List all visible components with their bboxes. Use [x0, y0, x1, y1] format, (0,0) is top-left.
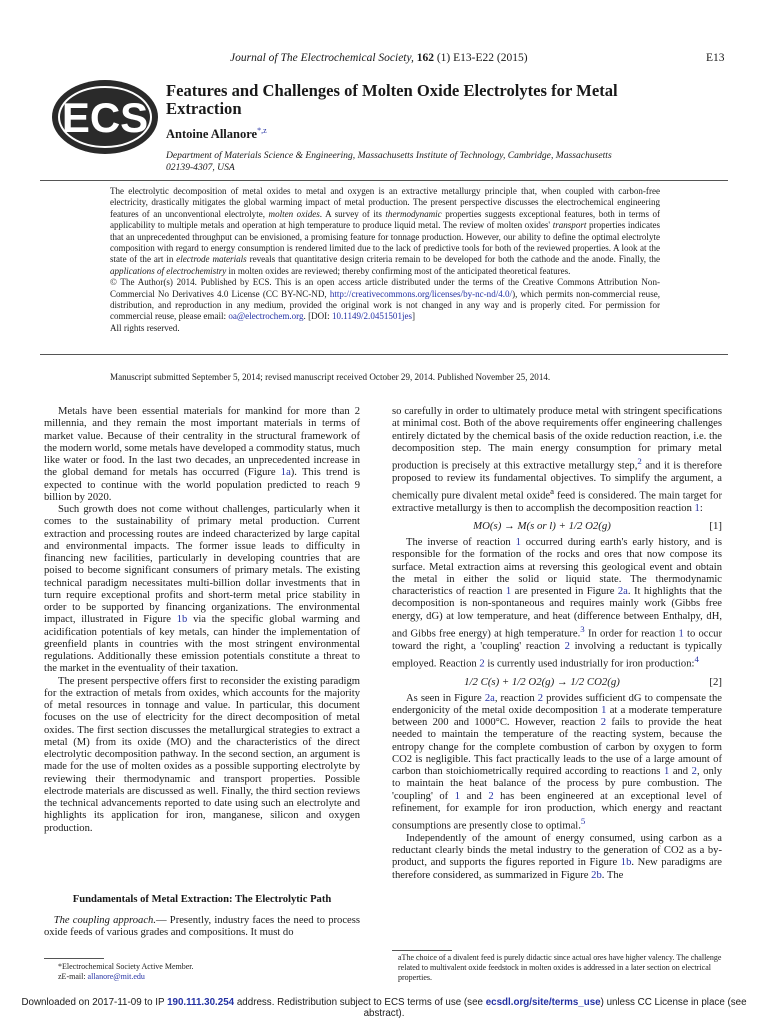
reaction-ref[interactable]: 1 — [663, 766, 670, 778]
author-line — [166, 126, 267, 142]
text: Such growth does not come without challenges, particularly when it comes to the sustainability of primary metal production. Current extraction and processing routes are indeed characterized by large capital and environmental impacts. The former issue leads to difficulty in financing new facilities, particularly in developing countries that are poised to become significant consumers of primary metals. The existing technical paradigm necessitates multi-billion dollar investments that in turn require exceptional profits and short-term metal price stability in order to be supported by financing organizations. The environmental impact, illustrated in Figure — [44, 504, 360, 626]
figure-ref[interactable]: 1b — [620, 857, 632, 869]
text: occurred during earth's early history, and is responsible for the formation of the rocks and ores that now compose its surface. Metal extraction aims at reversing this geological event and obtain the metal in either the solid or liquid state. The thermodynamic characteristics of reaction — [392, 537, 722, 598]
citation-ref[interactable]: 5 — [580, 816, 586, 827]
footnote-label: zE-mail: — [58, 972, 86, 981]
text: involving a reductant is typically employed. Reaction — [392, 640, 723, 670]
figure-ref[interactable]: 2b — [591, 869, 602, 881]
equation-number: [2] — [709, 675, 722, 688]
text: . It highlights that the decomposition is non-spontaneous and requires mainly work (Gibbs free energy, dG) at low temperature, and heat (difference between Enthalpy, dH, and Gibbs free energy) at high temperature. — [392, 586, 722, 640]
text: provides sufficient dG to compensate the endergonicity of the metal oxide decomposition — [392, 692, 722, 716]
text: and it is therefore proposed to review its fundamental objectives. To simplify the argument, a chemically pure divalent metal oxide — [392, 460, 722, 502]
text: so carefully in order to ultimately produce metal with stringent specifications at minimal cost. Both of the above requirements offer engineering challenges entirely dictated by the chemical basis of the oxide reduction reaction, i.e. the decomposition step. The main energy consumption for primary metal production is precisely at this extractive metallurgy step, — [392, 406, 722, 472]
journal-name: Journal of The Electrochemical Society, — [230, 52, 414, 64]
citation-ref[interactable]: 4 — [694, 653, 699, 664]
text: — Presently, industry faces the need to process oxide feeds of various grades and compositions. It must do — [44, 915, 361, 939]
coupling-paragraph — [44, 915, 360, 940]
abstract-italic: transport — [552, 220, 587, 231]
text: As seen in Figure — [406, 692, 482, 704]
text: feed is considered. The main target for extractive metallurgy is then to accomplish the decomposition reaction — [392, 490, 722, 514]
figure-ref[interactable]: 2a — [484, 692, 495, 704]
text: , reaction — [494, 692, 535, 704]
text: via the specific global warming and acidification potentials of key metals, can hinder the implementation of greenfield plants in countries with the most stringent environmental regulations. Additionally these emission potentials constitute a threat to the market in the eventuality of their taxation. — [44, 614, 361, 675]
reaction-ref[interactable]: 1 — [505, 586, 512, 598]
text: . New paradigms are therefore considered, as summarized in Figure — [392, 857, 722, 881]
author-email-link[interactable]: allanore@mit.edu — [87, 972, 145, 981]
doi-end: ] — [412, 311, 416, 322]
ecs-logo — [50, 78, 160, 156]
footnote-divider — [392, 950, 452, 951]
equation-1 — [392, 515, 722, 537]
abstract-text: The electrolytic decomposition of metal oxides to metal and oxygen is an extractive metallurgy principle that, when coupled with carbon-free electricity, drastically mitigates the global warming impact of metal production. The present perspective discusses the electrochemical engineering features of an unconventional electrolyte, — [110, 186, 660, 219]
copyright-text: ), which permits non-commercial reuse, distribution, and reproduction in any medium, provided the original work is not changed in any way and is properly cited. For permission for commercial reuse, please email: — [110, 288, 660, 322]
abstract — [110, 186, 660, 334]
paragraph — [44, 504, 360, 676]
text: Metals have been essential materials for mankind for more than 2 millennia, and they remain the most important materials in terms of market value. Because of their centrality in the structural framework of the modern world, some metals have developed a commodity status, much like water or food. In the last two decades, an unprecedented increase in the global demand for metals has occurred (Figure — [44, 406, 360, 479]
reaction-ref[interactable]: 1 — [601, 704, 607, 716]
abstract-text: reveals that quantitative design criteria remain to be developed for both the cathode and the anode. Finally, the — [249, 254, 660, 265]
paragraph — [392, 833, 722, 882]
license-link[interactable]: http://creativecommons.org/licenses/by-nc-nd/4.0/ — [329, 288, 513, 299]
text: at a moderate temperature between 200 and 1000°C. However, reaction — [392, 704, 722, 729]
text: . The — [601, 869, 624, 881]
text: The inverse of reaction — [406, 537, 511, 549]
abstract-italic: electrode materials — [176, 254, 247, 265]
manuscript-dates: Manuscript submitted September 5, 2014; revised manuscript received October 29, 2014. Published November 25, 2014. — [110, 372, 551, 382]
doi-label: . [DOI: — [303, 311, 330, 322]
paragraph — [392, 537, 722, 671]
rights-text: All rights reserved. — [110, 322, 180, 333]
reaction-ref[interactable]: 2 — [564, 640, 570, 652]
terms-link[interactable]: ecsdl.org/site/terms_use — [485, 997, 601, 1008]
text: In order for reaction — [587, 628, 676, 640]
paragraph: The present perspective offers first to reconsider the existing paradigm for the extraction of metals from oxides, which accounts for the majority of metal resources in tonnage and value. In particular, this document focuses on the use of electricity for the direct decomposition of metal oxides. The first section discusses the metallurgical strategies to extract a metal (M) from its oxide (MO) and the characteristics of the direct electrolytic decomposition pathway. In the second section, an argument is made for the use of molten oxides as a possible supporting electrolyte by reviewing their thermodynamic and transport properties. Possible electrode materials are discussed as well. Finally, the third section reviews the technical advancements reported to date using such an electrolyte and highlights its application for iron, manganese, silicon and oxygen production. — [44, 675, 360, 834]
author-name: Antoine Allanore — [166, 127, 258, 142]
page-number: E13 — [706, 52, 725, 64]
abstract-italic: applications of electrochemistry — [110, 265, 227, 276]
footnote-right: aThe choice of a divalent feed is purely didactic since actual ores have higher valency. The challenge related to multivalent oxide feedstock in molten oxides is addressed in a later section on electrical properties. — [398, 953, 722, 982]
reaction-ref[interactable]: 1 — [454, 790, 461, 802]
text: has been engineered at an exceptional level of refinement, for example for iron production, which energy and reactant consumptions are presently close to optimal. — [392, 790, 723, 832]
equation-number: [1] — [709, 520, 722, 533]
reaction-ref[interactable]: 2 — [691, 766, 697, 778]
citation-ref[interactable]: 3 — [580, 623, 585, 634]
text: ). This trend is expected to continue with the world population predicted to reach 9 billion by 2020. — [44, 467, 360, 503]
reaction-ref[interactable]: 2 — [488, 790, 494, 802]
section-heading: Fundamentals of Metal Extraction: The Electrolytic Path — [72, 894, 332, 905]
coupling-title: The coupling approach. — [53, 915, 156, 926]
doi-link[interactable]: 10.1149/2.0451501jes — [331, 311, 413, 322]
text: fails to provide the heat needed to maintain the temperature of the reacting system, because the entropy change for the complete combustion of carbon by oxygen to form CO2 is negligible. This fact practically leads to the use of a large amount of carbon than stoichiometrically required according to reactions — [392, 717, 722, 778]
journal-volume: 162 — [416, 52, 434, 64]
footnote-ref: a — [550, 486, 555, 497]
abstract-text: properties suggests exceptional features, both in terms of applicability to multiple metals and operation at high temperature to produce liquid metal. The review of molten oxides' — [110, 208, 661, 231]
abstract-text: properties indicates that an unprecedented throughput can be envisioned, a promising feature for tonnage production. However, our ability to define the optimal electrolyte composition with regard to energy consumption is rendered limited due to the lack of predictive tools for both of the reviewed properties. A look at the state of the art in — [110, 220, 661, 265]
abstract-text: . A survey of its — [319, 208, 382, 219]
footnote — [58, 972, 194, 982]
footnote: *Electrochemical Society Active Member. — [58, 962, 194, 971]
equation-text: MO(s) → M(s or l) + 1/2 O2(g) — [473, 520, 611, 533]
text: : — [699, 502, 703, 514]
footnote-divider — [44, 958, 104, 959]
text: and — [466, 790, 482, 802]
text: to occur toward the right, a 'coupling' reaction — [392, 628, 723, 652]
citation-ref[interactable]: 2 — [637, 456, 642, 466]
copyright-text: © The Author(s) 2014. Published by ECS. This is an open access article distributed under the terms of the Creative Commons Attribution Non-Commercial No Derivatives 4.0 License (CC BY-NC-ND, — [110, 277, 660, 299]
author-marks: *,z — [257, 126, 267, 135]
reaction-ref[interactable]: 1 — [515, 537, 521, 549]
journal-header — [230, 52, 528, 64]
text: Downloaded on 2017-11-09 to IP — [21, 997, 165, 1008]
abstract-text: in molten oxides are reviewed; thereby confirming most of the anticipated theoretical features. — [228, 265, 571, 276]
ecs-logo-text: ECS — [61, 94, 149, 141]
reaction-ref[interactable]: 1 — [694, 502, 700, 514]
right-column — [392, 406, 722, 882]
abstract-italic: thermodynamic — [385, 208, 442, 219]
reaction-ref[interactable]: 1 — [678, 628, 684, 640]
affiliation: Department of Materials Science & Engineering, Massachusetts Institute of Technology, Cambridge, Massachusetts 02139-4307, USA — [166, 150, 612, 173]
text: Independently of the amount of energy consumed, using carbon as a reductant clearly binds the metal industry to the generation of CO2 as a by-product, and supports the figures reported in Figure — [392, 832, 722, 869]
equation-2 — [392, 671, 722, 693]
text: , only to maintain the heat balance of the process by pure combustion. The 'coupling' of — [392, 766, 723, 802]
text: is currently used industrially for iron production: — [487, 658, 695, 670]
ip-address: 190.111.30.254 — [167, 997, 235, 1008]
figure-ref[interactable]: 1a — [280, 467, 291, 479]
paragraph — [44, 406, 360, 504]
paragraph — [392, 693, 722, 833]
reaction-ref[interactable]: 2 — [479, 658, 485, 670]
equation-text: 1/2 C(s) + 1/2 O2(g) → 1/2 CO2(g) — [464, 675, 620, 688]
text: are presented in Figure — [514, 586, 615, 598]
text: and — [672, 766, 689, 778]
download-notice — [0, 997, 768, 1019]
email-link[interactable]: oa@electrochem.org — [228, 311, 304, 322]
journal-issue-pages: (1) E13-E22 (2015) — [436, 52, 528, 64]
left-column — [44, 406, 360, 835]
reaction-ref[interactable]: 2 — [537, 692, 544, 704]
footnotes-left — [58, 962, 194, 982]
reaction-ref[interactable]: 2 — [600, 717, 606, 729]
text: address. Redistribution subject to ECS terms of use (see — [236, 997, 483, 1008]
article-title: Features and Challenges of Molten Oxide Electrolytes for Metal Extraction — [166, 81, 618, 118]
figure-ref[interactable]: 1b — [176, 614, 188, 626]
text: ) unless CC License in place (see abstract). — [363, 997, 747, 1019]
paragraph — [392, 406, 722, 515]
figure-ref[interactable]: 2a — [617, 586, 628, 598]
abstract-italic: molten oxides — [268, 208, 320, 219]
